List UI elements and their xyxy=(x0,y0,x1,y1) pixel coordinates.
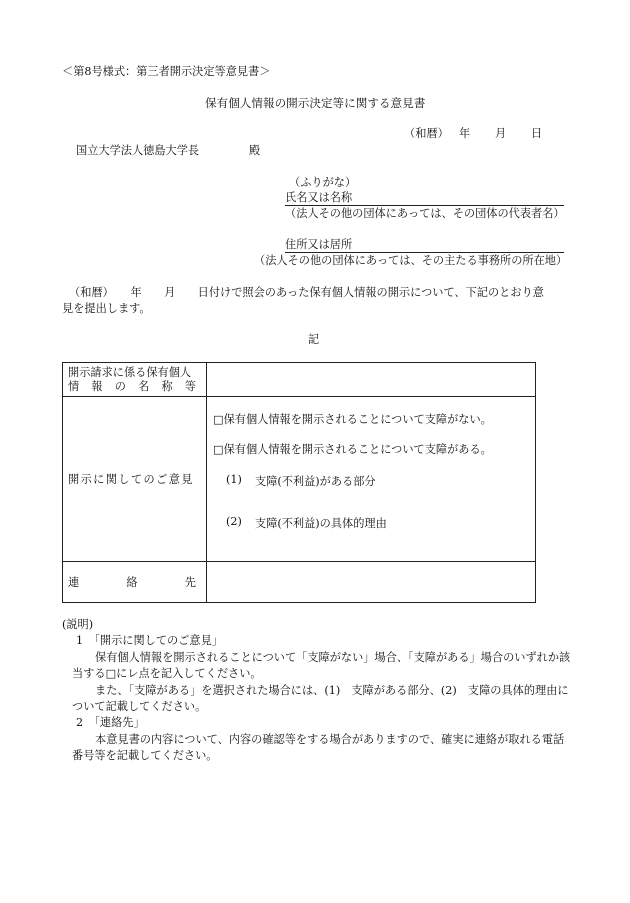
ki-heading: 記 xyxy=(308,333,320,346)
document-title: 保有個人情報の開示決定等に関する意見書 xyxy=(205,96,426,110)
intro-line-1: （和暦） 年 月 日付けで照会のあった保有個人情報の開示について、下記のとおり意 xyxy=(69,286,544,299)
note-2-para: 本意見書の内容について、内容の確認等をする場合がありますので、確実に連絡が取れる電話番号等を記載してください。 xyxy=(72,732,565,763)
intro-line-2: 見を提出します。 xyxy=(62,302,151,315)
note-1-title: 1 「開示に関してのご意見」 xyxy=(76,634,223,648)
info-name-char: 情 xyxy=(68,379,80,393)
sub-item-1-text: 支障(不利益)がある部分 xyxy=(255,475,376,488)
notes-heading: (説明) xyxy=(62,618,94,631)
furigana-label: （ふりがな） xyxy=(289,176,357,189)
info-name-label-line2 xyxy=(68,380,196,394)
sub-item-2-text: 支障(不利益)の具体的理由 xyxy=(255,517,387,530)
note-1-para-2: また、「支障がある」を選択された場合には、(1) 支障がある部分、(2) 支障の具体的理由について記載してください。 xyxy=(72,683,569,714)
info-name-label-cell xyxy=(63,363,207,397)
info-name-char: 等 xyxy=(184,379,196,393)
opinion-table xyxy=(62,362,536,603)
date-year: 年 xyxy=(459,127,471,140)
opinion-label-cell xyxy=(63,397,207,562)
info-name-char: の xyxy=(114,379,126,393)
contact-label xyxy=(68,574,196,590)
table-row-info-name xyxy=(63,363,536,397)
date-month: 月 xyxy=(495,127,507,140)
sub-item-2-number: (2) xyxy=(226,515,242,528)
contact-input-cell[interactable] xyxy=(207,562,536,603)
sub-item-1-number: (1) xyxy=(226,473,242,486)
date-day: 日 xyxy=(531,127,543,140)
contact-char: 先 xyxy=(184,576,196,589)
option-no-objection[interactable]: □保有個人情報を開示されることについて支障がない。 xyxy=(213,413,492,426)
name-note: （法人その他の団体にあっては、その団体の代表者名） xyxy=(285,207,565,220)
address-note: （法人その他の団体にあっては、その主たる事務所の所在地） xyxy=(254,254,568,267)
option-objection[interactable]: □保有個人情報を開示されることについて支障がある。 xyxy=(213,443,492,456)
opinion-label: 開示に関してのご意見 xyxy=(68,473,194,486)
address-label: 住所又は居所 xyxy=(285,238,353,251)
name-field-line[interactable] xyxy=(285,205,564,206)
addressee: 国立大学法人徳島大学長 xyxy=(76,144,200,157)
form-number-label: ＜第8号様式：第三者開示決定等意見書＞ xyxy=(62,65,271,78)
info-name-label-line1: 開示請求に係る保有個人 xyxy=(68,365,192,379)
contact-label-cell xyxy=(63,562,207,603)
name-label: 氏名又は名称 xyxy=(285,191,353,204)
info-name-char: 報 xyxy=(91,379,103,393)
contact-char: 連 xyxy=(68,576,80,589)
table-row-contact xyxy=(63,562,536,603)
contact-char: 絡 xyxy=(126,576,138,589)
address-field-line[interactable] xyxy=(285,252,564,253)
info-name-char: 名 xyxy=(138,379,150,393)
explanation-notes xyxy=(62,617,572,765)
date-era: （和暦） xyxy=(404,127,449,140)
table-row-opinion xyxy=(63,397,536,562)
honorific: 殿 xyxy=(249,144,261,157)
note-2-title: 2 「連絡先」 xyxy=(76,716,145,730)
note-1-para-1: 保有個人情報を開示されることについて「支障がない」場合、「支障がある」場合のいずれか該当する□にレ点を記入してください。 xyxy=(72,650,571,681)
info-name-input-cell[interactable] xyxy=(207,363,536,397)
opinion-input-cell xyxy=(207,397,536,562)
info-name-char: 称 xyxy=(161,379,173,393)
